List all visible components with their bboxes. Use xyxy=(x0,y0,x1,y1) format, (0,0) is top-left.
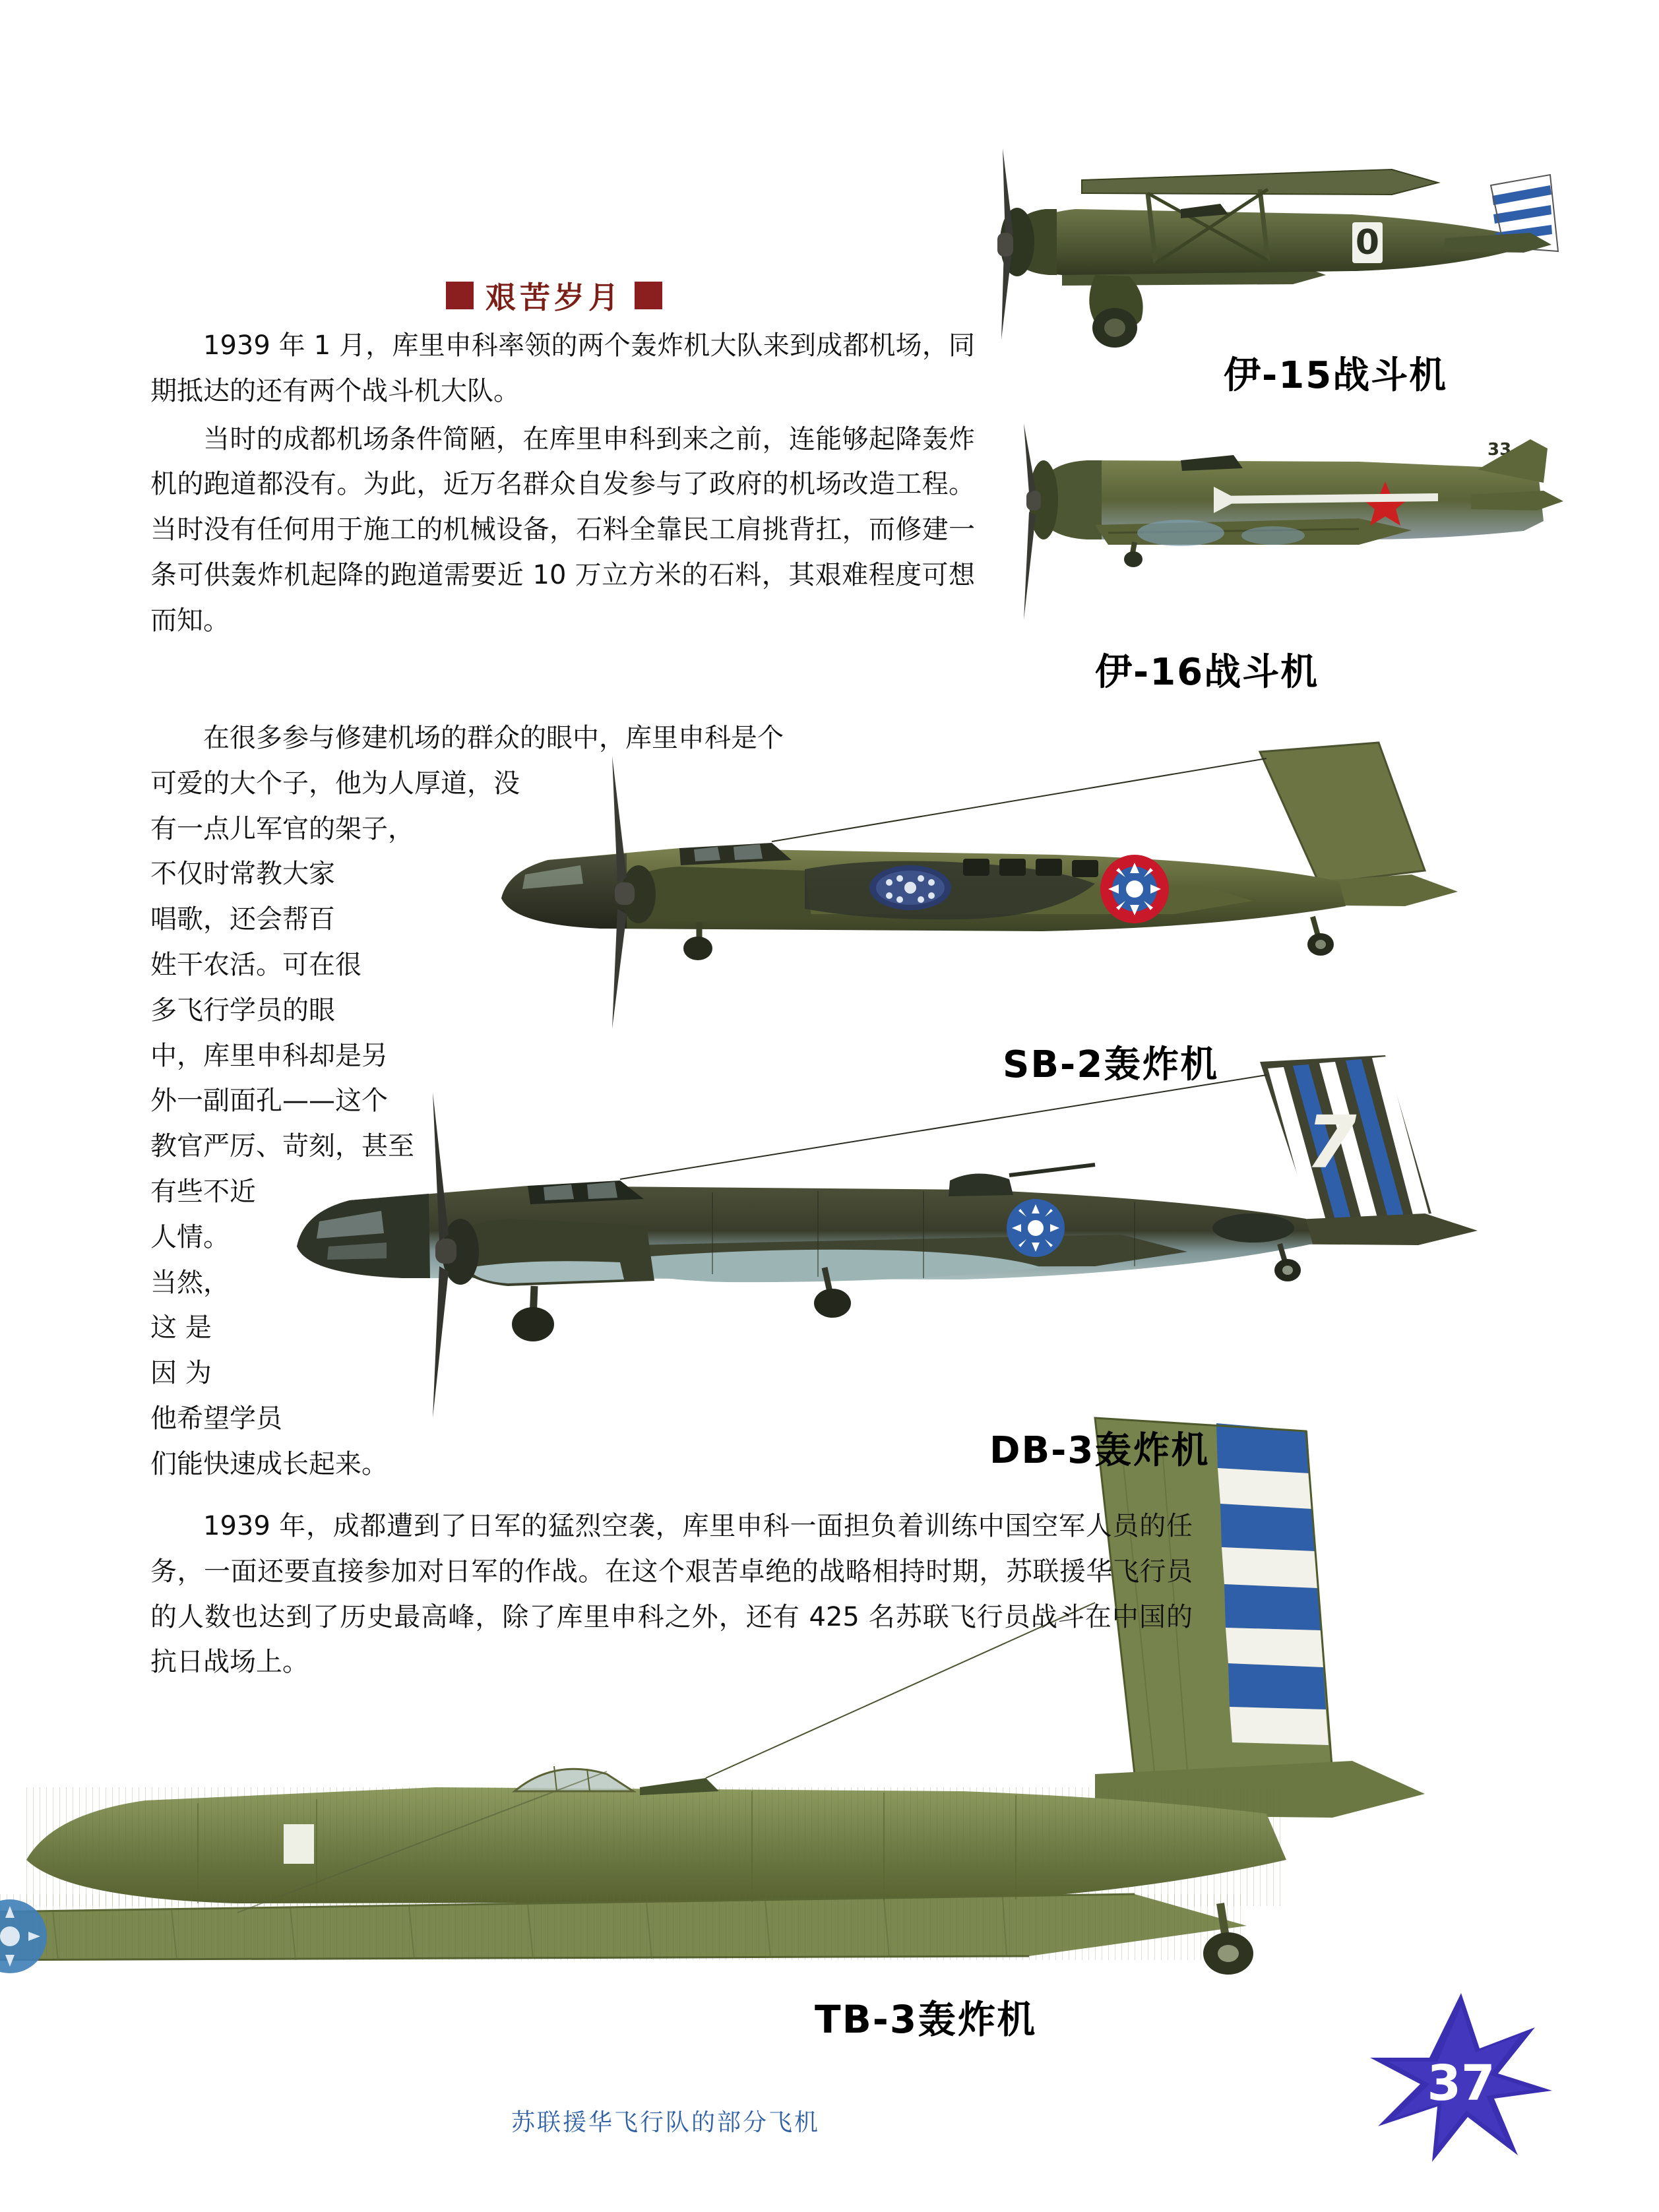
wrapped-line: 在很多参与修建机场的群众的眼中，库里申科是个 xyxy=(203,723,784,753)
svg-text:0: 0 xyxy=(1355,223,1380,262)
page-number-badge xyxy=(1369,1992,1553,2163)
caption-sb2: SB-2轰炸机 xyxy=(1003,1043,1219,1086)
wrapped-line: 中，库里申科却是另 xyxy=(150,1040,388,1071)
body-text-top xyxy=(150,323,975,646)
wrapped-line: 外一副面孔——这个 xyxy=(150,1086,388,1117)
paragraph-1: 1939 年 1 月，库里申科率领的两个轰炸机大队来到成都机场，同期抵达的还有两个战斗机大队。 xyxy=(150,330,975,406)
body-text-wrapped xyxy=(150,716,975,1487)
wrapped-line: 姓干农活。可在很 xyxy=(150,949,361,980)
wrapped-line: 当然， xyxy=(150,1267,230,1298)
section-heading-text: 艰苦岁月 xyxy=(485,280,623,315)
figure-caption: 苏联援华飞行队的部分飞机 xyxy=(511,2109,821,2136)
wrapped-line: 不仅时常教大家 xyxy=(150,859,335,890)
wrapped-line: 教官严厉、苛刻，甚至 xyxy=(150,1131,414,1162)
svg-text:7: 7 xyxy=(1306,1100,1357,1184)
caption-db3: DB-3轰炸机 xyxy=(989,1429,1210,1472)
paragraph-2: 当时的成都机场条件简陋，在库里申科到来之前，连能够起降轰炸机的跑道都没有。为此，近万名群众自发参与了政府的机场改造工程。当时没有任何用于施工的机械设备，石料全靠民工肩挑背扛，而修建一条可供轰炸机起降的跑道需要近 10 万立方米的石料，其艰难程度可想而知。 xyxy=(150,423,975,636)
wrapped-line: 因 为 xyxy=(150,1358,212,1389)
caption-tb3: TB-3轰炸机 xyxy=(815,1997,1037,2042)
page-number: 37 xyxy=(1427,2055,1495,2112)
wrapped-line: 他希望学员 xyxy=(150,1403,282,1434)
section-heading xyxy=(446,274,662,317)
heading-square-right xyxy=(635,282,662,309)
wrapped-line: 可爱的大个子，他为人厚道，没 xyxy=(150,768,520,799)
wrapped-line: 有一点儿军官的架子， xyxy=(150,813,414,844)
aircraft-illustration-i15 xyxy=(983,122,1563,373)
wrapped-line: 唱歌，还会帮百 xyxy=(150,904,335,935)
paragraph-tail: 1939 年，成都遭到了日军的猛烈空袭，库里申科一面担负着训练中国空军人员的任务，一面还要直接参加对日军的作战。在这个艰苦卓绝的战略相持时期，苏联援华飞行员的人数也达到了历史最高峰，除了库里申科之外，还有 425 名苏联飞行员战斗在中国的抗日战场上。 xyxy=(150,1511,1193,1678)
wrapped-line: 人情。 xyxy=(150,1221,230,1252)
svg-text:33: 33 xyxy=(1487,440,1512,460)
wrapped-line: 有些不近 xyxy=(150,1176,256,1207)
heading-square-left xyxy=(446,282,474,309)
caption-i15: 伊-15战斗机 xyxy=(1224,354,1448,397)
wrapped-line: 们能快速成长起来。 xyxy=(150,1448,388,1479)
aircraft-illustration-i16 xyxy=(1016,422,1570,640)
wrapped-line: 多飞行学员的眼 xyxy=(150,995,335,1026)
body-text-bottom xyxy=(150,1504,1193,1685)
wrapped-line: 这 是 xyxy=(150,1312,212,1343)
caption-i16: 伊-16战斗机 xyxy=(1095,651,1319,694)
